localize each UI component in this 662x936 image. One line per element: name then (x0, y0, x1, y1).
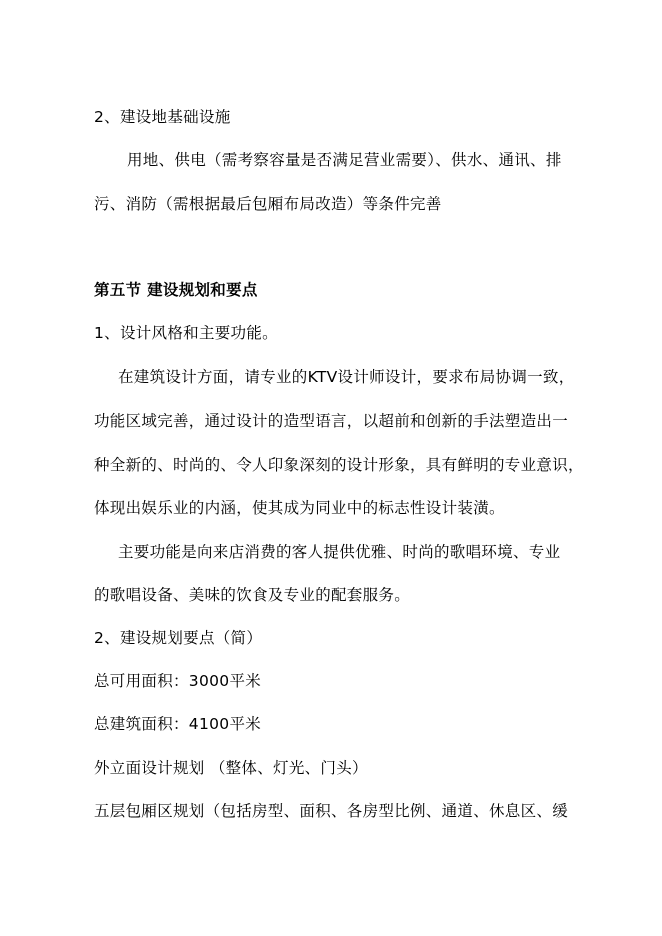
item-1-paragraph-line-1: 在建筑设计方面，请专业的KTV设计师设计，要求布局协调一致， (118, 368, 575, 386)
item-2-heading: 2、建设规划要点（简） (94, 629, 263, 647)
section-2-paragraph-line-2: 污、消防（需根据最后包厢布局改造）等条件完善 (94, 195, 442, 213)
facade-plan-line: 外立面设计规划 （整体、灯光、门头） (94, 759, 368, 777)
section-2-heading: 2、建设地基础设施 (94, 108, 231, 126)
usable-area-line: 总可用面积：3000平米 (94, 672, 262, 690)
item-1-paragraph-line-6: 的歌唱设备、美味的饮食及专业的配套服务。 (94, 586, 411, 604)
item-1-heading: 1、设计风格和主要功能。 (94, 324, 278, 342)
item-1-paragraph-line-3: 种全新的、时尚的、令人印象深刻的设计形象，具有鲜明的专业意识， (94, 456, 584, 474)
section-2-paragraph-line-1: 用地、供电（需考察容量是否满足营业需要）、供水、通讯、排 (127, 151, 562, 169)
item-1-paragraph-line-2: 功能区域完善，通过设计的造型语言，以超前和创新的手法塑造出一 (94, 412, 569, 430)
floor-5-plan-line: 五层包厢区规划（包括房型、面积、各房型比例、通道、休息区、缓 (94, 802, 569, 820)
building-area-line: 总建筑面积：4100平米 (94, 715, 262, 733)
section-5-title: 第五节 建设规划和要点 (94, 281, 258, 299)
item-1-paragraph-line-4: 体现出娱乐业的内涵，使其成为同业中的标志性设计装潢。 (94, 499, 505, 517)
item-1-paragraph-line-5: 主要功能是向来店消费的客人提供优雅、时尚的歌唱环境、专业 (118, 543, 561, 561)
